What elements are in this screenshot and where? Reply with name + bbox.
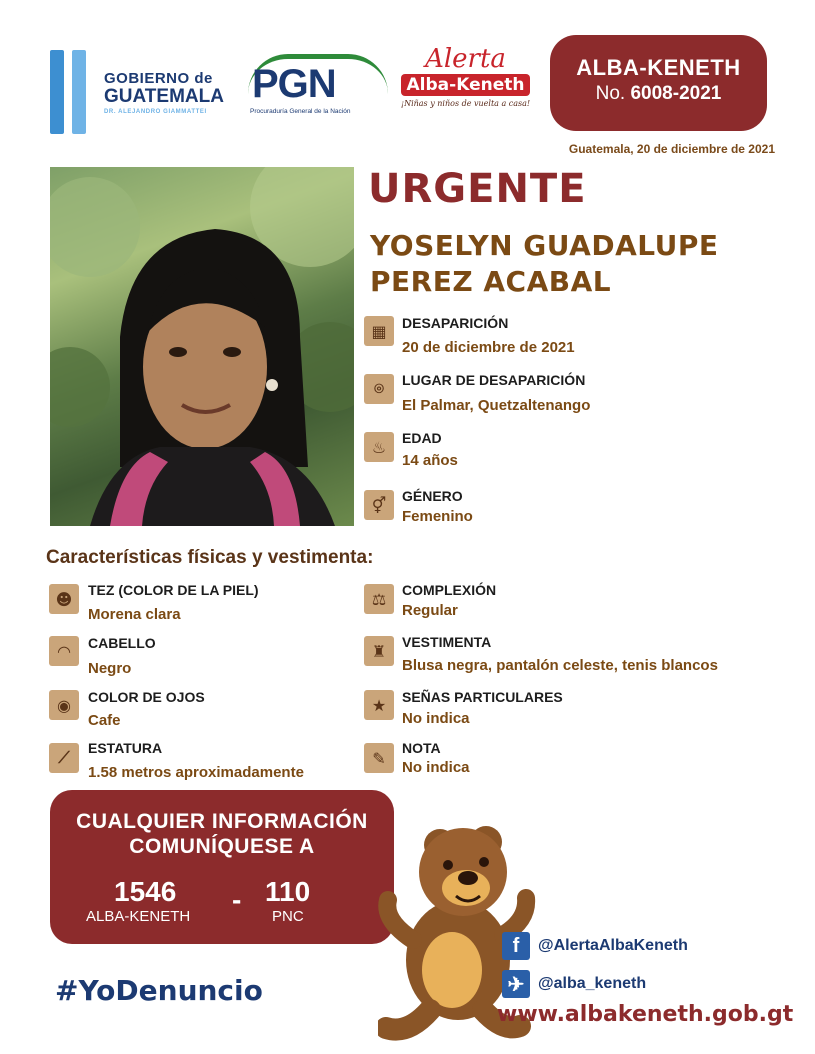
phone-alba-keneth[interactable]: 1546 — [114, 876, 177, 907]
ruler-icon: ⟋ — [49, 743, 79, 773]
cta-line2: COMUNÍQUESE A — [129, 835, 315, 858]
website-link[interactable]: www.albakeneth.gob.gt — [497, 1002, 794, 1027]
gobierno-line2: GUATEMALA — [104, 86, 224, 107]
phone-pnc-label: PNC — [272, 908, 304, 925]
char-label-vestimenta: VESTIMENTA — [402, 634, 492, 650]
location-pin-icon: ⌾ — [364, 374, 394, 404]
pgn-logo — [240, 46, 395, 121]
scale-icon: ⚖ — [364, 584, 394, 614]
char-label-cabello: CABELLO — [88, 635, 156, 651]
twitter-bird-icon: ✈ — [502, 970, 530, 998]
gender-icon: ⚥ — [364, 490, 394, 520]
case-number-box — [550, 35, 767, 131]
char-label-complexion: COMPLEXIÓN — [402, 582, 497, 598]
char-value-ojos: Cafe — [88, 712, 121, 729]
char-value-vestimenta: Blusa negra, pantalón celeste, tenis blancos — [402, 657, 718, 674]
hashtag-yodenuncio: #YoDenuncio — [55, 974, 263, 1007]
case-no-value: 6008-2021 — [630, 83, 722, 104]
phone-pnc[interactable]: 110 — [265, 876, 311, 907]
urgent-heading: URGENTE — [368, 166, 587, 212]
detail-label-genero: GÉNERO — [402, 488, 463, 504]
facebook-link[interactable] — [502, 932, 688, 960]
note-edit-icon: ✎ — [364, 743, 394, 773]
char-label-nota: NOTA — [402, 740, 441, 756]
detail-label-desaparicion: DESAPARICIÓN — [402, 315, 509, 331]
char-value-complexion: Regular — [402, 602, 458, 619]
tshirt-icon: ♜ — [364, 636, 394, 666]
twitter-link[interactable] — [502, 970, 646, 998]
missing-person-name — [370, 228, 718, 300]
alerta-line2: Alba-Keneth — [401, 74, 531, 96]
facebook-icon: f — [502, 932, 530, 960]
detail-label-edad: EDAD — [402, 430, 442, 446]
gobierno-line1: GOBIERNO de — [104, 70, 213, 87]
detail-value-desaparicion: 20 de diciembre de 2021 — [402, 339, 575, 356]
char-value-cabello: Negro — [88, 660, 132, 677]
char-label-senas: SEÑAS PARTICULARES — [402, 689, 563, 705]
contact-info-box — [50, 790, 394, 944]
facebook-handle: @AlertaAlbaKeneth — [538, 937, 688, 954]
pgn-subtitle: Procuraduría General de la Nación — [250, 108, 351, 115]
head-profile-icon: ☻ — [49, 584, 79, 614]
characteristics-title: Características físicas y vestimenta: — [46, 547, 374, 568]
missing-person-photo — [50, 167, 354, 526]
detail-value-genero: Femenino — [402, 508, 473, 525]
hair-icon: ◠ — [49, 636, 79, 666]
alerta-alba-keneth-logo — [398, 46, 533, 121]
phone-alba-keneth-label: ALBA-KENETH — [86, 908, 191, 925]
pgn-word: PGN — [252, 62, 336, 106]
char-value-senas: No indica — [402, 710, 470, 727]
case-number — [550, 83, 767, 105]
alerta-line1: Alerta — [425, 44, 506, 74]
alerta-slogan: ¡Niñas y niños de vuelta a casa! — [400, 99, 531, 108]
case-no-label: No. — [595, 83, 626, 104]
detail-value-edad: 14 años — [402, 452, 458, 469]
char-label-estatura: ESTATURA — [88, 740, 163, 756]
cta-line1: CUALQUIER INFORMACIÓN — [76, 810, 368, 833]
eye-icon: ◉ — [49, 690, 79, 720]
char-value-estatura: 1.58 metros aproximadamente — [88, 764, 304, 781]
detail-value-lugar: El Palmar, Quetzaltenango — [402, 397, 591, 414]
issue-date: Guatemala, 20 de diciembre de 2021 — [568, 142, 775, 156]
phone-separator: - — [232, 884, 242, 915]
char-value-tez: Morena clara — [88, 606, 181, 623]
twitter-handle: @alba_keneth — [538, 975, 647, 992]
calendar-icon: ▦ — [364, 316, 394, 346]
gobierno-line3: DR. ALEJANDRO GIAMMATTEI — [104, 109, 207, 115]
gobierno-logo-text — [104, 70, 234, 115]
char-value-nota: No indica — [402, 759, 470, 776]
name-line1: YOSELYN GUADALUPE — [370, 229, 719, 262]
char-label-tez: TEZ (COLOR DE LA PIEL) — [88, 582, 259, 598]
case-title: ALBA-KENETH — [576, 55, 741, 80]
name-line2: PEREZ ACABAL — [370, 265, 612, 298]
star-icon: ★ — [364, 690, 394, 720]
char-label-ojos: COLOR DE OJOS — [88, 689, 205, 705]
detail-label-lugar: LUGAR DE DESAPARICIÓN — [402, 372, 586, 388]
gobierno-logo-bars — [50, 50, 96, 134]
birthday-cake-icon: ♨ — [364, 432, 394, 462]
